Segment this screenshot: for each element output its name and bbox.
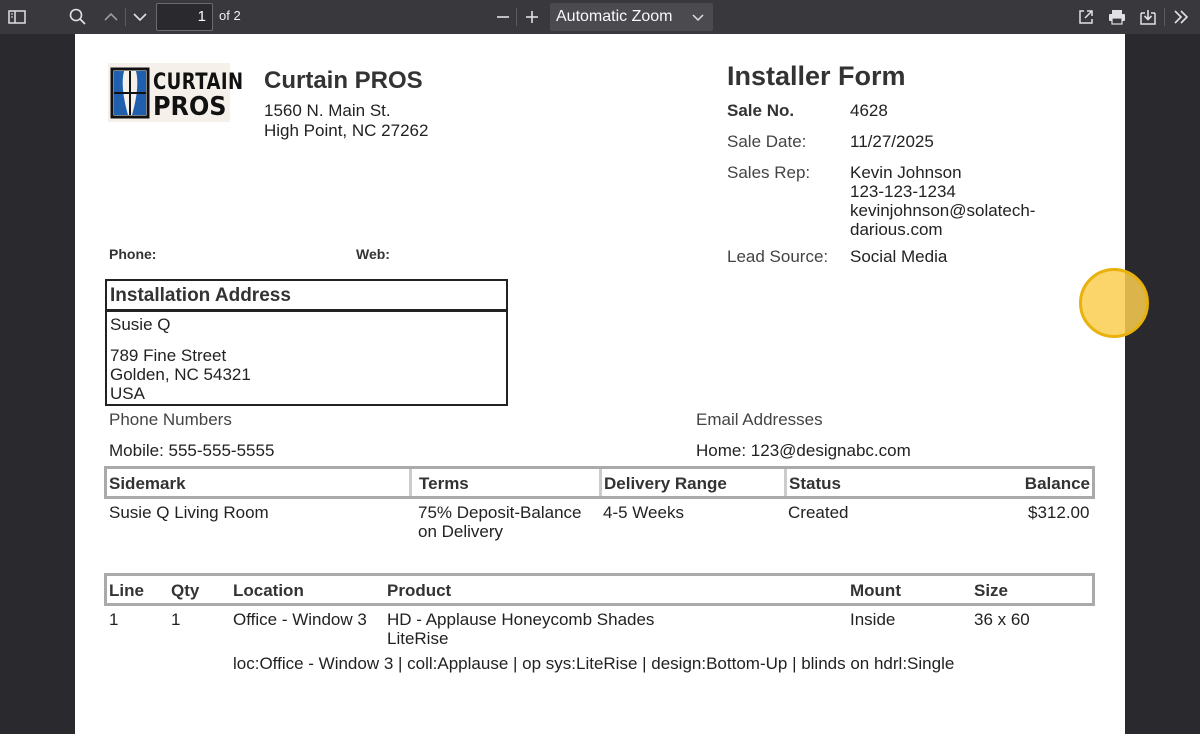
curtain-logo-icon bbox=[110, 67, 150, 119]
logo-text-curtain: CURTAIN bbox=[153, 70, 244, 95]
line-item-product-line2: LiteRise bbox=[387, 629, 449, 648]
company-address-line1: 1560 N. Main St. bbox=[264, 101, 391, 120]
previous-page-icon[interactable] bbox=[100, 7, 122, 27]
summary-header-sidemark: Sidemark bbox=[109, 474, 186, 493]
sale-date-label: Sale Date: bbox=[727, 132, 807, 151]
sales-rep-email-line1: kevinjohnson@solatech- bbox=[850, 201, 1036, 220]
tools-menu-icon[interactable] bbox=[1170, 7, 1192, 27]
toolbar-divider bbox=[125, 8, 126, 26]
summary-header-row bbox=[104, 466, 1095, 499]
lines-header-line: Line bbox=[109, 581, 144, 600]
phone-label: Phone: bbox=[109, 246, 157, 262]
line-item-detail: loc:Office - Window 3 | coll:Applause | op sys:LiteRise | design:Bottom-Up | blinds on hdrl:Single bbox=[233, 654, 955, 673]
sidebar-toggle-icon[interactable] bbox=[6, 7, 28, 27]
toolbar-divider bbox=[1164, 8, 1165, 26]
zoom-out-icon[interactable] bbox=[492, 7, 514, 27]
chevron-down-icon bbox=[692, 9, 704, 27]
summary-header-terms: Terms bbox=[419, 474, 469, 493]
open-file-icon[interactable] bbox=[1075, 7, 1097, 27]
summary-sidemark-value: Susie Q Living Room bbox=[109, 503, 269, 522]
next-page-icon[interactable] bbox=[129, 7, 151, 27]
line-item-mount: Inside bbox=[850, 610, 896, 629]
lines-header-mount: Mount bbox=[850, 581, 901, 600]
lead-source-label: Lead Source: bbox=[727, 247, 829, 266]
installation-address-header bbox=[107, 281, 506, 312]
zoom-select[interactable]: Automatic Zoom bbox=[550, 3, 713, 31]
page-number-input[interactable]: 1 bbox=[156, 3, 213, 31]
sales-rep-label: Sales Rep: bbox=[727, 163, 811, 182]
cursor-highlight bbox=[1079, 268, 1149, 338]
sales-rep-email-line2: darious.com bbox=[850, 220, 943, 239]
lines-header-size: Size bbox=[974, 581, 1009, 600]
toolbar-divider bbox=[516, 8, 517, 26]
installation-name: Susie Q bbox=[110, 315, 171, 334]
company-name: Curtain PROS bbox=[264, 67, 423, 94]
zoom-in-icon[interactable] bbox=[521, 7, 543, 27]
summary-balance-value: $312.00 bbox=[1028, 503, 1090, 522]
installation-city: Golden, NC 54321 bbox=[110, 365, 251, 384]
line-item-product-line1: HD - Applause Honeycomb Shades bbox=[387, 610, 655, 629]
sale-no-label: Sale No. bbox=[727, 101, 795, 120]
summary-terms-line2: on Delivery bbox=[418, 522, 504, 541]
page-count-label: of 2 bbox=[219, 8, 241, 23]
line-item-number: 1 bbox=[109, 610, 119, 629]
document-viewer[interactable] bbox=[0, 34, 1200, 673]
sale-date-value: 11/27/2025 bbox=[850, 132, 934, 151]
lines-header-qty: Qty bbox=[171, 581, 200, 600]
summary-delivery-value: 4-5 Weeks bbox=[603, 503, 684, 522]
summary-header-status: Status bbox=[789, 474, 841, 493]
lead-source-value: Social Media bbox=[850, 247, 948, 266]
lines-header-row bbox=[104, 573, 1095, 606]
summary-terms-line1: 75% Deposit-Balance bbox=[418, 503, 582, 522]
summary-header-balance: Balance bbox=[1024, 474, 1090, 493]
lines-header-location: Location bbox=[233, 581, 304, 600]
pdf-page bbox=[75, 34, 1125, 734]
line-item-size: 36 x 60 bbox=[974, 610, 1030, 629]
lines-header-product: Product bbox=[387, 581, 452, 600]
search-icon[interactable] bbox=[67, 7, 89, 27]
summary-status-value: Created bbox=[788, 503, 849, 522]
sales-rep-phone: 123-123-1234 bbox=[850, 182, 956, 201]
pdf-toolbar bbox=[0, 0, 1200, 34]
installation-address-heading: Installation Address bbox=[110, 285, 291, 306]
web-label: Web: bbox=[356, 246, 390, 262]
summary-header-delivery-range: Delivery Range bbox=[604, 474, 727, 493]
installation-country: USA bbox=[110, 384, 145, 403]
email-addresses-value: Home: 123@designabc.com bbox=[696, 441, 911, 460]
sales-rep-name: Kevin Johnson bbox=[850, 163, 962, 182]
form-title: Installer Form bbox=[727, 61, 906, 91]
phone-numbers-value: Mobile: 555-555-5555 bbox=[109, 441, 275, 460]
installation-street: 789 Fine Street bbox=[110, 346, 227, 365]
phone-numbers-heading: Phone Numbers bbox=[109, 410, 232, 429]
email-addresses-heading: Email Addresses bbox=[696, 410, 823, 429]
line-item-qty: 1 bbox=[171, 610, 181, 629]
line-item-location: Office - Window 3 bbox=[233, 610, 367, 629]
download-icon[interactable] bbox=[1137, 7, 1159, 27]
installation-address-box bbox=[105, 279, 508, 406]
company-address-line2: High Point, NC 27262 bbox=[264, 121, 429, 140]
logo-text-pros: PROS bbox=[153, 92, 227, 122]
sale-no-value: 4628 bbox=[850, 101, 888, 120]
print-icon[interactable] bbox=[1106, 7, 1128, 27]
